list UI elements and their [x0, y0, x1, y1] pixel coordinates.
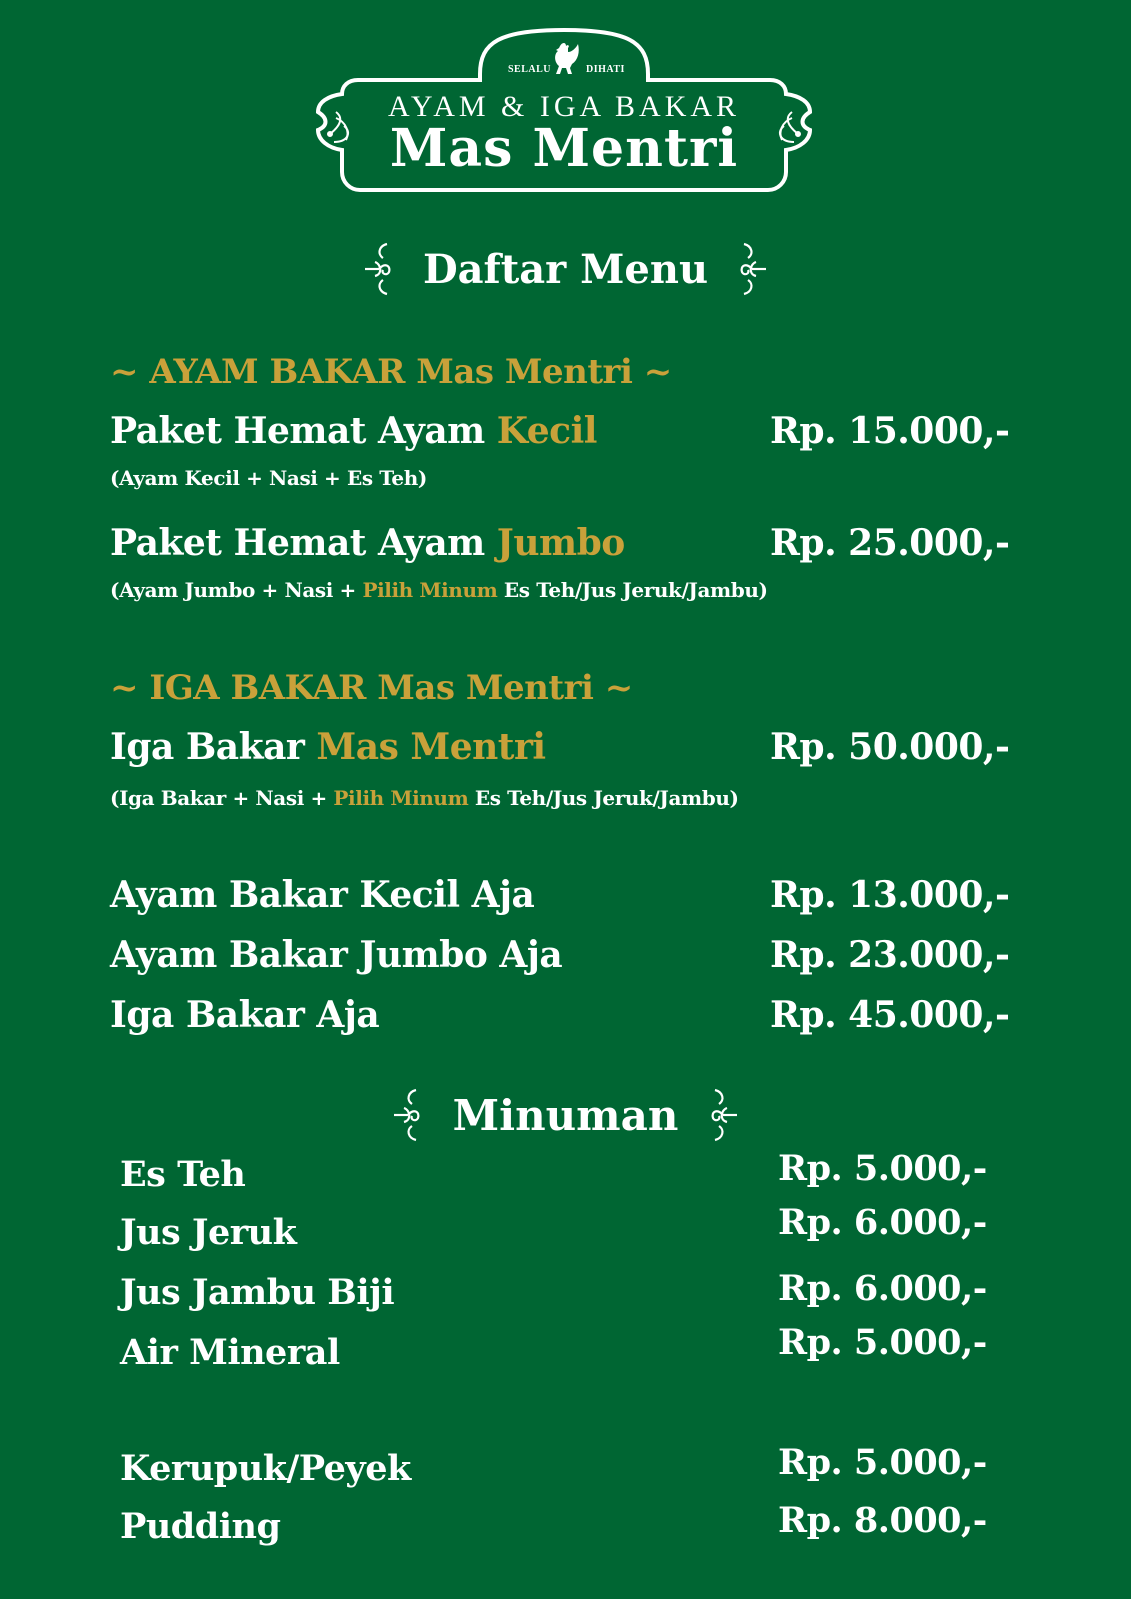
drink-price: Rp. 6.000,- — [778, 1202, 987, 1243]
package-name-ayam-kecil — [110, 410, 597, 452]
package-desc-text: (Ayam Jumbo + Nasi + — [110, 578, 363, 602]
package-price-ayam-jumbo: Rp. 25.000,- — [770, 522, 1010, 564]
menu-heading — [0, 240, 1131, 298]
flourish-left-icon — [361, 240, 395, 298]
package-price-iga-bakar: Rp. 50.000,- — [770, 726, 1010, 768]
category-ayam-bakar: ~ AYAM BAKAR Mas Mentri ~ — [110, 352, 672, 392]
ala-carte-item: Ayam Bakar Jumbo Aja — [110, 934, 563, 976]
flourish-left-icon — [390, 1086, 424, 1144]
logo-title: Mas Mentri — [389, 118, 739, 179]
drink-price: Rp. 5.000,- — [778, 1322, 987, 1363]
logo-tagline-right: DIHATI — [586, 64, 625, 75]
flourish-right-icon — [736, 240, 770, 298]
package-desc-accent: Pilih Minum — [362, 578, 498, 602]
package-price-ayam-kecil: Rp. 15.000,- — [770, 410, 1010, 452]
package-desc-text: Es Teh/Jus Jeruk/Jambu) — [497, 578, 768, 602]
ala-carte-item: Ayam Bakar Kecil Aja — [110, 874, 535, 916]
package-desc-text: Es Teh/Jus Jeruk/Jambu) — [468, 786, 739, 810]
extra-item: Kerupuk/Peyek — [120, 1448, 411, 1489]
package-desc-ayam-kecil — [110, 466, 427, 490]
ala-carte-item: Iga Bakar Aja — [110, 994, 380, 1036]
rooster-icon — [550, 42, 580, 78]
package-name-ayam-jumbo — [110, 522, 625, 564]
drinks-heading-text: Minuman — [452, 1090, 679, 1140]
package-desc-ayam-jumbo — [110, 578, 768, 602]
ala-carte-price: Rp. 13.000,- — [770, 874, 1010, 916]
package-desc-text: (Ayam Kecil + Nasi + Es Teh) — [110, 466, 427, 490]
category-iga-bakar: ~ IGA BAKAR Mas Mentri ~ — [110, 668, 633, 708]
extra-price: Rp. 8.000,- — [778, 1500, 987, 1541]
drink-price: Rp. 6.000,- — [778, 1268, 987, 1309]
extra-price: Rp. 5.000,- — [778, 1442, 987, 1483]
package-name-text: Iga Bakar — [110, 726, 317, 768]
package-desc-accent: Pilih Minum — [333, 786, 469, 810]
ala-carte-price: Rp. 23.000,- — [770, 934, 1010, 976]
drink-item: Jus Jambu Biji — [120, 1272, 395, 1313]
drink-price: Rp. 5.000,- — [778, 1148, 987, 1189]
package-name-text: Paket Hemat Ayam — [110, 410, 497, 452]
ala-carte-price: Rp. 45.000,- — [770, 994, 1010, 1036]
package-name-accent: Jumbo — [496, 522, 625, 564]
package-desc-text: (Iga Bakar + Nasi + — [110, 786, 334, 810]
package-desc-iga-bakar — [110, 786, 739, 810]
package-name-text: Paket Hemat Ayam — [110, 522, 497, 564]
logo-tagline-left: SELALU — [508, 64, 552, 75]
drink-item: Air Mineral — [120, 1332, 340, 1373]
package-name-accent: Kecil — [496, 410, 597, 452]
logo-subtitle: AYAM & IGA BAKAR — [387, 90, 741, 123]
drink-item: Es Teh — [120, 1154, 246, 1195]
package-name-accent: Mas Mentri — [316, 726, 546, 768]
menu-heading-text: Daftar Menu — [422, 245, 709, 293]
extra-item: Pudding — [120, 1506, 281, 1547]
drinks-heading — [0, 1086, 1131, 1144]
drink-item: Jus Jeruk — [120, 1212, 297, 1253]
package-name-iga-bakar — [110, 726, 546, 768]
brand-logo — [300, 22, 828, 202]
flourish-right-icon — [707, 1086, 741, 1144]
